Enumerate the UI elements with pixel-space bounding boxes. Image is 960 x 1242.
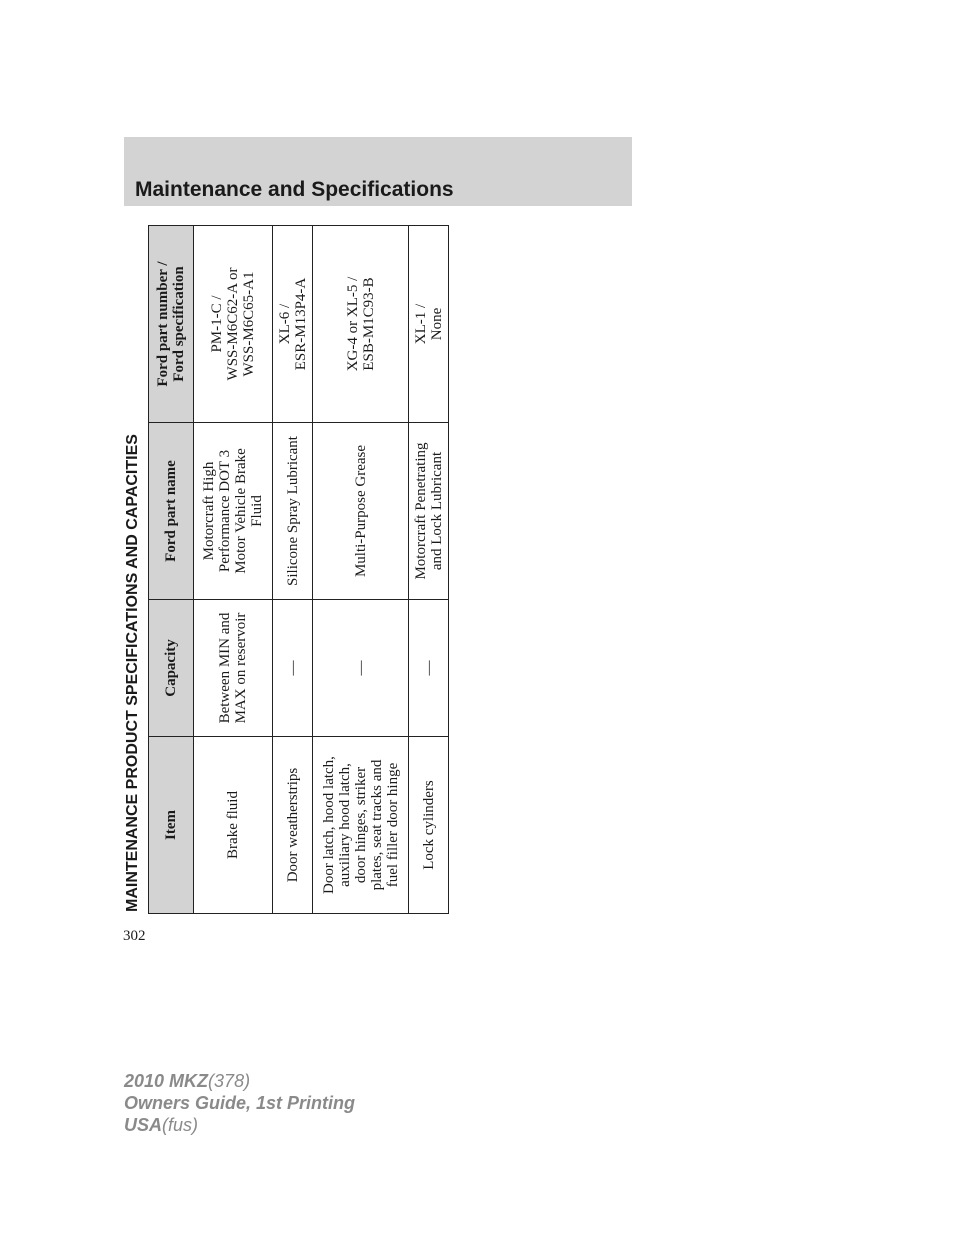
footer-model: 2010 MKZ [124, 1071, 209, 1091]
footer-line-3 [124, 1114, 355, 1136]
footer-model-code: (378) [208, 1071, 251, 1091]
column-header-item: Item [149, 737, 194, 914]
footer-market: USA [124, 1115, 163, 1135]
page-number: 302 [123, 928, 146, 944]
table-row [194, 226, 273, 914]
spec-table-block [118, 226, 445, 914]
column-header-capacity: Capacity [149, 600, 194, 737]
table-cell: — [273, 600, 313, 737]
spec-table-rotated [118, 226, 445, 914]
footer-line-1 [124, 1070, 355, 1092]
table-cell: Multi-Purpose Grease [313, 423, 409, 600]
table-cell: PM-1-C / WSS-M6C62-A or WSS-M6C65-A1 [194, 226, 273, 423]
table-row [409, 226, 449, 914]
section-title: Maintenance and Specifications [135, 178, 454, 201]
table-cell: Between MIN and MAX on reservoir [194, 600, 273, 737]
table-cell: Motorcraft High Performance DOT 3 Motor Vehicle Brake Fluid [194, 423, 273, 600]
table-cell: — [409, 600, 449, 737]
table-cell: Door latch, hood latch, auxiliary hood latch, door hinges, striker plates, seat tracks and fuel filler door hinge [313, 737, 409, 914]
footer-line-2: Owners Guide, 1st Printing [124, 1093, 356, 1113]
print-footer [124, 1070, 355, 1136]
table-header-row [149, 226, 194, 914]
table-cell: XL-6 / ESR-M13P4-A [273, 226, 313, 423]
table-cell: XG-4 or XL-5 / ESB-M1C93-B [313, 226, 409, 423]
table-row [313, 226, 409, 914]
column-header-part-name: Ford part name [149, 423, 194, 600]
table-cell: Motorcraft Penetrating and Lock Lubricant [409, 423, 449, 600]
table-cell: Silicone Spray Lubricant [273, 423, 313, 600]
column-header-part-number: Ford part number / Ford specification [149, 226, 194, 423]
spec-table [148, 225, 449, 914]
table-cell: Brake fluid [194, 737, 273, 914]
footer-market-code: (fus) [162, 1115, 199, 1135]
table-title: MAINTENANCE PRODUCT SPECIFICATIONS AND CAPACITIES [124, 434, 141, 912]
table-row [273, 226, 313, 914]
table-cell: XL-1 / None [409, 226, 449, 423]
table-cell: Door weatherstrips [273, 737, 313, 914]
table-cell: Lock cylinders [409, 737, 449, 914]
table-cell: — [313, 600, 409, 737]
